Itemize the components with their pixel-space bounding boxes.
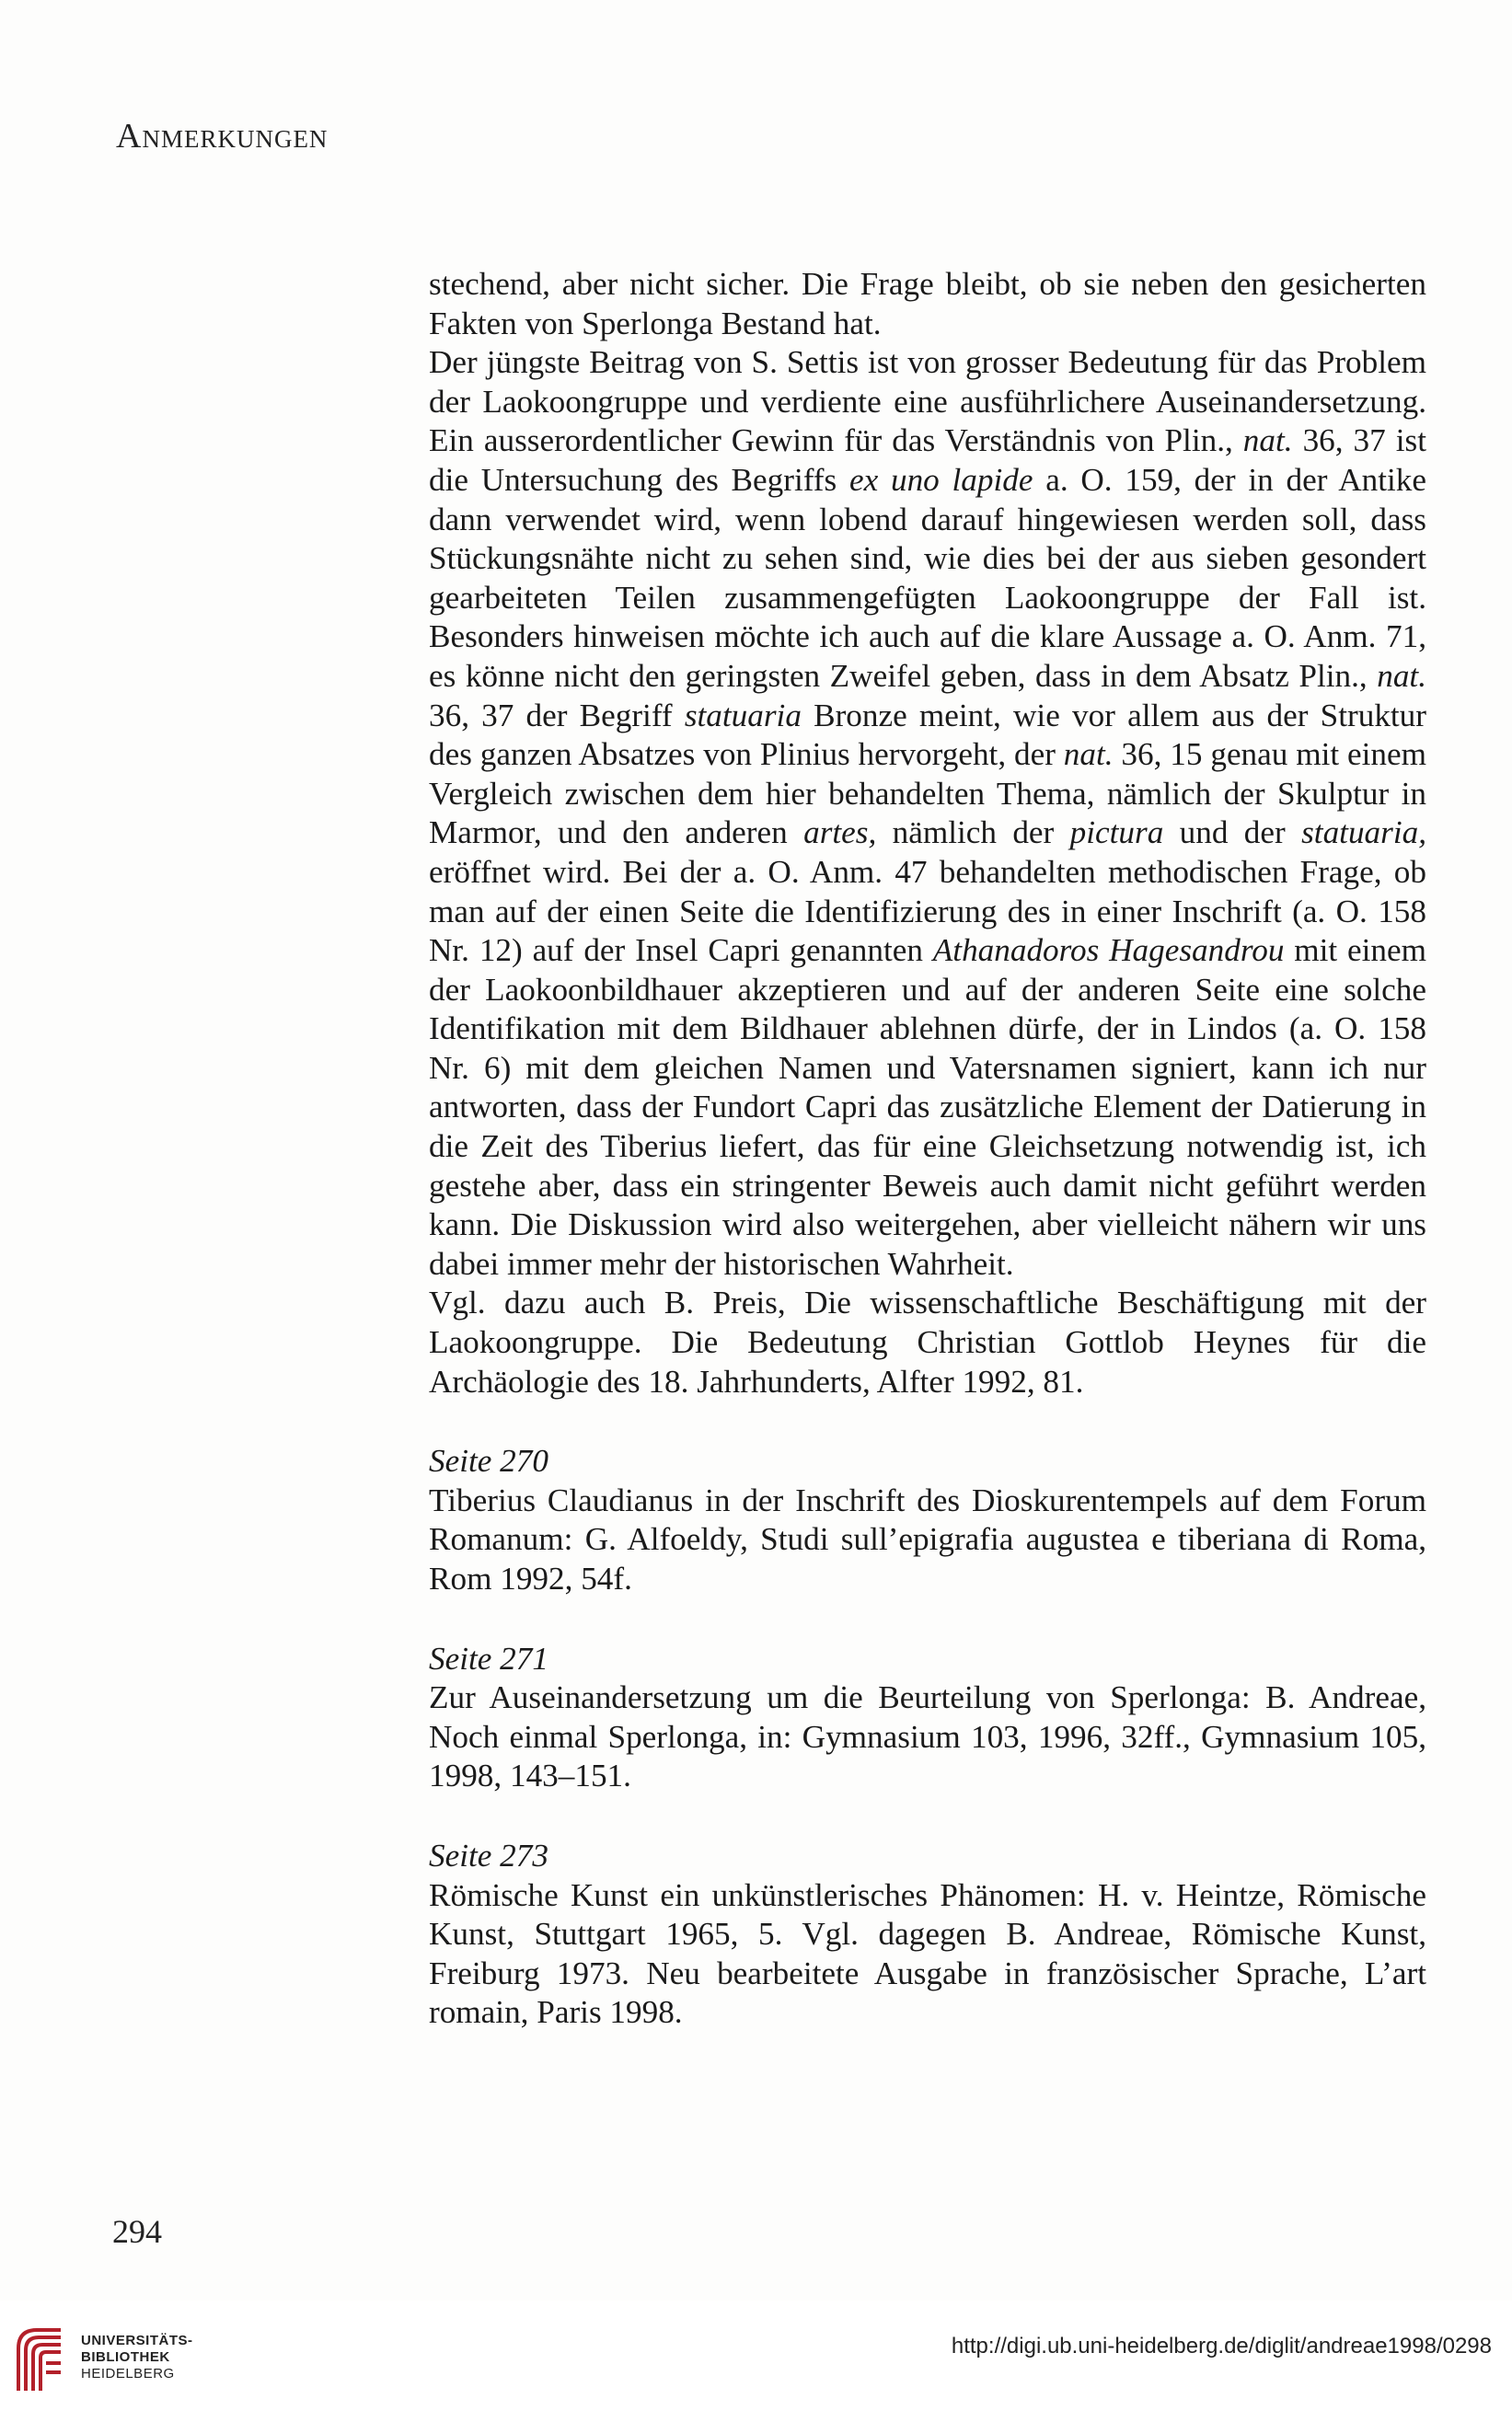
main-text [429, 265, 1426, 2033]
library-name-line: UNIVERSITÄTS- [81, 2333, 193, 2348]
section-text: Römische Kunst ein unkünstlerisches Phänomen: H. v. Heintze, Römische Kunst, Stuttgart 1965, 5. Vgl. dagegen B. Andreae, Römische Kunst, Freiburg 1973. Neu bearbeitete Ausgabe in französischer Sprache, L’art romain, Paris 1998. [429, 1876, 1426, 2031]
italic-term: pictura [1069, 814, 1164, 851]
italic-term: nat. [1063, 736, 1114, 773]
section-text: Zur Auseinandersetzung um die Beurteilung von Sperlonga: B. Andreae, Noch einmal Sperlonga, in: Gymnasium 103, 1996, 32ff., Gymnasium 105, 1998, 143–151. [429, 1679, 1426, 1794]
library-name-line: HEIDELBERG [81, 2366, 175, 2382]
paragraph: Vgl. dazu auch B. Preis, Die wissenschaftliche Beschäftigung mit der Laokoongruppe. Die Bedeutung Christian Gottlob Heynes für die Archäologie des 18. Jahrhunderts, Alfter 1992, 81. [429, 1285, 1426, 1400]
paragraph: Der jüngste Beitrag von S. Settis ist von grosser Bedeutung für das Problem der Laokoongruppe und verdiente eine ausführlichere Auseinandersetzung. Ein ausserordentlicher Gewinn für das Verständnis von Plin., nat. 36, 37 ist die Untersuchung des Begriffs ex uno lapide a. O. 159, der in der Antike dann verwendet wird, wenn lobend darauf hingewiesen werden soll, dass Stückungsnähte nicht zu sehen sind, wie dies bei der aus sieben gesondert gearbeiteten Teilen zusammengefügten Laokoongruppe der Fall ist. Besonders hinweisen möchte ich auch auf die klare Aussage a. O. Anm. 71, es könne nicht den geringsten Zweifel geben, dass in dem Absatz Plin., nat. 36, 37 der Begriff statuaria Bronze meint, wie vor allem aus der Struktur des ganzen Absatzes von Plinius hervorgeht, der nat. 36, 15 genau mit einem Vergleich zwischen dem hier behandelten Thema, nämlich der Skulptur in Marmor, und den anderen artes, nämlich der pictura und der statuaria, eröffnet wird. Bei der a. O. Anm. 47 behandelten methodischen Frage, ob man auf der einen Seite die Identifizierung des in einer Inschrift (a. O. 158 Nr. 12) auf der Insel Capri genannten Athanadoros Hagesandrou mit einem der Laokoonbildhauer akzeptieren und auf der anderen Seite eine solche Identifikation mit dem Bildhauer ablehnen dürfe, der in Lindos (a. O. 158 Nr. 6) mit dem gleichen Namen und Vatersnamen signiert, kann ich nur antworten, dass der Fundort Capri das zusätzliche Element der Datierung in die Zeit des Tiberius liefert, das für eine Gleichsetzung notwendig ist, ich gestehe aber, dass ein stringenter Beweis auch damit nicht geführt werden kann. Die Diskussion wird also weitergehen, aber vielleicht nähern wir uns dabei immer mehr der historischen Wahrheit. [429, 344, 1427, 1282]
running-head: Anmerkungen [116, 117, 329, 156]
section-heading: Seite 270 [429, 1443, 548, 1480]
section-heading: Seite 271 [429, 1640, 548, 1677]
library-logo-icon [9, 2321, 70, 2394]
italic-term: nat. [1242, 422, 1293, 459]
library-name-line: BIBLIOTHEK [81, 2349, 170, 2365]
library-name [81, 2333, 193, 2382]
footer [0, 2301, 1512, 2422]
page-number: 294 [112, 2213, 162, 2250]
section-heading: Seite 273 [429, 1837, 548, 1874]
italic-term: ex uno lapide [848, 461, 1033, 498]
italic-term: Athanadoros Hagesandrou [932, 932, 1285, 969]
paragraph: stechend, aber nicht sicher. Die Frage bleibt, ob sie neben den gesicherten Fakten von Sperlonga Bestand hat. [429, 266, 1426, 341]
italic-term: nat. [1377, 657, 1426, 694]
library-logo [9, 2312, 212, 2404]
section-text: Tiberius Claudianus in der Inschrift des Dioskurentempels auf dem Forum Romanum: G. Alfoeldy, Studi sull’epigrafia augustea e tiberiana di Roma, Rom 1992, 54f. [429, 1482, 1426, 1597]
italic-term: artes, [803, 814, 877, 851]
italic-term: statuaria, [1301, 814, 1426, 851]
italic-term: statuaria [684, 697, 802, 733]
source-url[interactable]: http://digi.ub.uni-heidelberg.de/diglit/andreae1998/0298 [951, 2334, 1492, 2359]
